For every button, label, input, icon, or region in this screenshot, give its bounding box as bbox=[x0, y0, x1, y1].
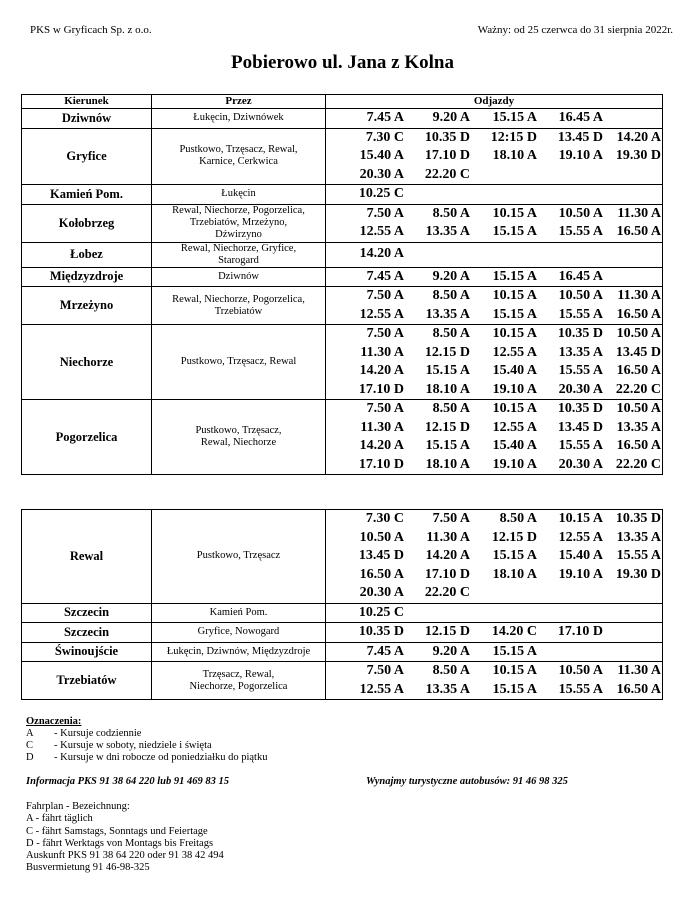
departure-time: 10.50 A bbox=[359, 529, 404, 545]
departure-time: 14.20 C bbox=[491, 624, 537, 639]
departure-time: 13.35 A bbox=[558, 344, 603, 360]
departure-time: 13.45 D bbox=[615, 344, 661, 360]
via-line: Pustkowo, Trzęsacz, bbox=[195, 425, 282, 436]
route-row bbox=[22, 623, 663, 643]
departure-time: 15.15 A bbox=[492, 643, 537, 659]
departure-time: 14.20 A bbox=[359, 363, 404, 378]
departure-time: 10.35 D bbox=[557, 326, 603, 341]
route-via bbox=[152, 400, 326, 475]
departure-time: 7.50 A bbox=[432, 511, 470, 526]
route-row bbox=[22, 642, 663, 662]
via-line: Niechorze, Pogorzelica bbox=[189, 680, 288, 692]
via-line: Starogard bbox=[218, 254, 259, 266]
route-row bbox=[22, 662, 663, 700]
departure-time: 22.20 C bbox=[615, 381, 661, 397]
departure-time: 16.45 A bbox=[558, 268, 603, 284]
departure-time: 13.45 D bbox=[557, 419, 603, 435]
departure-time: 9.20 A bbox=[432, 643, 470, 659]
departure-time: 18.10 A bbox=[492, 566, 537, 582]
route-via bbox=[152, 325, 326, 400]
validity-period: Ważny: od 25 czerwca do 31 sierpnia 2022r. bbox=[477, 24, 673, 36]
departure-time: 9.20 A bbox=[432, 110, 470, 125]
departure-time: 15.55 A bbox=[558, 363, 603, 378]
departure-time: 14.20 A bbox=[425, 548, 470, 563]
departure-time: 10.50 A bbox=[558, 205, 603, 221]
route-direction: Dziwnów bbox=[22, 109, 152, 129]
departure-time: 13.35 A bbox=[616, 419, 661, 435]
departure-time: 19.30 D bbox=[615, 566, 661, 582]
via-line: Łukęcin, Dziwnów, Międzyzdroje bbox=[166, 645, 311, 657]
via-line: Trzęsacz, Rewal, bbox=[202, 668, 275, 680]
departure-time: 7.50 A bbox=[366, 205, 404, 221]
route-via bbox=[152, 109, 326, 129]
route-direction: Świnoujście bbox=[22, 642, 152, 662]
departure-time: 13.35 A bbox=[425, 224, 470, 239]
departure-time: 18.10 A bbox=[425, 456, 470, 472]
departure-time: 7.50 A bbox=[366, 326, 404, 341]
departure-time: 17.10 D bbox=[358, 456, 404, 472]
route-row bbox=[22, 185, 663, 205]
departure-time: 7.50 A bbox=[366, 401, 404, 416]
departure-time: 19.10 A bbox=[492, 456, 537, 472]
route-departures bbox=[326, 603, 663, 623]
departure-time: 12.15 D bbox=[424, 624, 470, 639]
route-departures bbox=[326, 623, 663, 643]
route-via bbox=[152, 662, 326, 700]
route-departures bbox=[326, 242, 663, 267]
departure-time: 16.50 A bbox=[616, 224, 661, 239]
departure-time: 12.15 D bbox=[424, 419, 470, 435]
departure-time: 11.30 A bbox=[360, 344, 404, 360]
departure-time: 8.50 A bbox=[499, 511, 537, 526]
departure-time: 10.15 A bbox=[558, 511, 603, 526]
departure-time: 15.55 A bbox=[558, 681, 603, 697]
legend-item: D - Kursuje w dni robocze od poniedziałku do piątku bbox=[26, 752, 268, 763]
departure-time: 11.30 A bbox=[617, 205, 661, 221]
departure-time: 10.50 A bbox=[558, 663, 603, 678]
departure-time: 11.30 A bbox=[426, 529, 470, 545]
column-header-via: Przez bbox=[152, 95, 326, 109]
departure-time: 15.15 A bbox=[425, 363, 470, 378]
route-row bbox=[22, 109, 663, 129]
departure-time: 12.55 A bbox=[359, 306, 404, 322]
german-line: D - fährt Werktags von Montags bis Freitags bbox=[26, 837, 214, 849]
departure-time: 16.50 A bbox=[616, 438, 661, 453]
route-row bbox=[22, 204, 663, 242]
via-line: Dźwirzyno bbox=[215, 229, 262, 240]
departure-time: 12.15 D bbox=[424, 344, 470, 360]
departure-time: 15.15 A bbox=[425, 438, 470, 453]
route-direction: Gryfice bbox=[22, 128, 152, 185]
via-line: Pustkowo, Trzęsacz, Rewal, bbox=[179, 144, 298, 156]
departure-time: 10.25 C bbox=[358, 604, 404, 620]
departure-time: 7.45 A bbox=[366, 110, 404, 125]
via-line: Rewal, Niechorze bbox=[200, 437, 277, 448]
route-direction: Kołobrzeg bbox=[22, 204, 152, 242]
route-departures bbox=[326, 204, 663, 242]
departure-time: 12:15 D bbox=[490, 129, 537, 145]
column-header-direction: Kierunek bbox=[22, 95, 152, 109]
route-row bbox=[22, 242, 663, 267]
departure-time: 7.50 A bbox=[366, 288, 404, 303]
departure-time: 13.35 A bbox=[616, 529, 661, 545]
departure-time: 18.10 A bbox=[425, 381, 470, 397]
route-direction: Szczecin bbox=[22, 603, 152, 623]
departure-time: 12.55 A bbox=[359, 681, 404, 697]
departure-time: 12.55 A bbox=[492, 419, 537, 435]
departure-time: 22.20 C bbox=[424, 585, 470, 600]
bus-rental-phone: Wynajmy turystyczne autobusów: 91 46 98 325 bbox=[366, 776, 568, 787]
departure-time: 10.15 A bbox=[492, 288, 537, 303]
departure-time: 15.55 A bbox=[558, 224, 603, 239]
route-via bbox=[152, 623, 326, 643]
departure-time: 9.20 A bbox=[432, 268, 470, 284]
departure-time: 15.15 A bbox=[492, 224, 537, 239]
route-departures bbox=[326, 287, 663, 325]
departure-time: 10.15 A bbox=[492, 401, 537, 416]
via-line: Kamień Pom. bbox=[209, 606, 268, 618]
departure-time: 22.20 C bbox=[615, 456, 661, 472]
departure-time: 17.10 D bbox=[424, 148, 470, 163]
departure-time: 7.45 A bbox=[366, 643, 404, 659]
route-via bbox=[152, 128, 326, 185]
departure-time: 7.30 C bbox=[365, 129, 404, 145]
route-departures bbox=[326, 109, 663, 129]
legend-title: Oznaczenia: bbox=[26, 716, 82, 727]
route-departures bbox=[326, 325, 663, 400]
departure-time: 8.50 A bbox=[432, 288, 470, 303]
departure-time: 15.15 A bbox=[492, 306, 537, 322]
departure-time: 13.45 D bbox=[358, 548, 404, 563]
route-departures bbox=[326, 185, 663, 205]
departure-time: 13.35 A bbox=[425, 681, 470, 697]
departure-time: 11.30 A bbox=[617, 663, 661, 678]
departure-time: 20.30 A bbox=[359, 166, 404, 182]
departure-time: 19.10 A bbox=[558, 148, 603, 163]
departure-time: 11.30 A bbox=[617, 288, 661, 303]
route-row bbox=[22, 510, 663, 604]
route-row bbox=[22, 287, 663, 325]
via-line: Pustkowo, Trzęsacz, Rewal bbox=[180, 356, 297, 367]
departure-time: 15.15 A bbox=[492, 268, 537, 284]
via-line: Łukęcin bbox=[221, 188, 256, 200]
departure-time: 14.20 A bbox=[359, 246, 404, 262]
info-phone: Informacja PKS 91 38 64 220 lub 91 469 83 15 bbox=[26, 776, 230, 787]
departure-time: 11.30 A bbox=[360, 419, 404, 435]
departure-time: 16.50 A bbox=[359, 566, 404, 582]
departure-time: 14.20 A bbox=[359, 438, 404, 453]
departure-time: 13.35 A bbox=[425, 306, 470, 322]
route-via bbox=[152, 185, 326, 205]
departure-time: 10.25 C bbox=[358, 186, 404, 201]
departure-time: 17.10 D bbox=[424, 566, 470, 582]
route-departures bbox=[326, 662, 663, 700]
route-departures bbox=[326, 128, 663, 185]
route-direction: Szczecin bbox=[22, 623, 152, 643]
route-row bbox=[22, 400, 663, 475]
departure-time: 15.55 A bbox=[616, 548, 661, 563]
legend-item: C - Kursuje w soboty, niedziele i święta bbox=[26, 740, 212, 751]
timetable-secondary bbox=[21, 509, 663, 700]
departure-time: 15.15 A bbox=[492, 110, 537, 125]
company-name: PKS w Gryficach Sp. z o.o. bbox=[30, 24, 152, 36]
departure-time: 15.55 A bbox=[558, 306, 603, 322]
departure-time: 10.35 D bbox=[424, 129, 470, 145]
departure-time: 15.40 A bbox=[492, 438, 537, 453]
departure-time: 20.30 A bbox=[359, 585, 404, 600]
departure-time: 15.55 A bbox=[558, 438, 603, 453]
route-departures bbox=[326, 400, 663, 475]
route-row bbox=[22, 325, 663, 400]
departure-time: 12.55 A bbox=[558, 529, 603, 545]
departure-time: 15.15 A bbox=[492, 548, 537, 563]
departure-time: 15.40 A bbox=[359, 148, 404, 163]
departure-time: 10.35 D bbox=[358, 624, 404, 639]
route-direction: Mrzeżyno bbox=[22, 287, 152, 325]
route-row bbox=[22, 267, 663, 287]
german-line: Busvermietung 91 46-98-325 bbox=[26, 862, 150, 874]
departure-time: 10.35 D bbox=[557, 401, 603, 416]
via-line: Trzebiatów bbox=[214, 305, 263, 317]
departure-time: 8.50 A bbox=[432, 663, 470, 678]
timetable-main bbox=[21, 94, 663, 475]
departure-time: 17.10 D bbox=[557, 624, 603, 639]
departure-time: 10.15 A bbox=[492, 663, 537, 678]
route-via bbox=[152, 267, 326, 287]
departure-time: 20.30 A bbox=[558, 456, 603, 472]
route-departures bbox=[326, 267, 663, 287]
route-departures bbox=[326, 642, 663, 662]
departure-time: 8.50 A bbox=[432, 326, 470, 341]
route-departures bbox=[326, 510, 663, 604]
departure-time: 8.50 A bbox=[432, 401, 470, 416]
departure-time: 16.50 A bbox=[616, 306, 661, 322]
route-direction: Rewal bbox=[22, 510, 152, 604]
route-direction: Niechorze bbox=[22, 325, 152, 400]
departure-time: 8.50 A bbox=[432, 205, 470, 221]
departure-time: 10.50 A bbox=[616, 326, 661, 341]
german-line: C - fährt Samstags, Sonntags und Feiertage bbox=[26, 825, 208, 837]
route-direction: Międzyzdroje bbox=[22, 267, 152, 287]
departure-time: 15.40 A bbox=[558, 548, 603, 563]
departure-time: 7.45 A bbox=[366, 268, 404, 284]
via-line: Trzebiatów, Mrzeżyno, bbox=[189, 217, 288, 228]
route-via bbox=[152, 204, 326, 242]
departure-time: 7.50 A bbox=[366, 663, 404, 678]
via-line: Łukęcin, Dziwnówek bbox=[193, 112, 284, 124]
via-line: Dziwnów bbox=[218, 270, 259, 282]
route-via bbox=[152, 642, 326, 662]
route-via bbox=[152, 603, 326, 623]
via-line: Karnice, Cerkwica bbox=[199, 156, 278, 168]
departure-time: 13.45 D bbox=[557, 129, 603, 145]
departure-time: 20.30 A bbox=[558, 381, 603, 397]
departure-time: 10.35 D bbox=[615, 511, 661, 526]
departure-time: 18.10 A bbox=[492, 148, 537, 163]
via-line: Pustkowo, Trzęsacz bbox=[196, 550, 281, 562]
german-line: Auskunft PKS 91 38 64 220 oder 91 38 42 494 bbox=[26, 850, 224, 862]
departure-time: 19.10 A bbox=[492, 381, 537, 397]
departure-time: 10.15 A bbox=[492, 205, 537, 221]
legend bbox=[26, 716, 267, 764]
route-via bbox=[152, 510, 326, 604]
departure-time: 12.55 A bbox=[492, 344, 537, 360]
departure-time: 12.15 D bbox=[491, 529, 537, 545]
departure-time: 16.50 A bbox=[616, 681, 661, 697]
departure-time: 19.10 A bbox=[558, 566, 603, 582]
departure-time: 15.40 A bbox=[492, 363, 537, 378]
departure-time: 10.50 A bbox=[558, 288, 603, 303]
via-line: Rewal, Niechorze, Gryfice, bbox=[180, 242, 297, 254]
route-direction: Pogorzelica bbox=[22, 400, 152, 475]
departure-time: 16.50 A bbox=[616, 363, 661, 378]
german-line: Fahrplan - Bezeichnung: bbox=[26, 801, 130, 812]
departure-time: 12.55 A bbox=[359, 224, 404, 239]
departure-time: 15.15 A bbox=[492, 681, 537, 697]
route-row bbox=[22, 603, 663, 623]
route-via bbox=[152, 242, 326, 267]
legend-item: A - Kursuje codziennie bbox=[26, 728, 142, 739]
german-line: A - fährt täglich bbox=[26, 813, 93, 825]
via-line: Gryfice, Nowogard bbox=[197, 626, 280, 638]
route-row bbox=[22, 128, 663, 185]
column-header-departures: Odjazdy bbox=[326, 95, 663, 109]
departure-time: 17.10 D bbox=[358, 381, 404, 397]
departure-time: 10.50 A bbox=[616, 401, 661, 416]
departure-time: 22.20 C bbox=[424, 166, 470, 182]
departure-time: 19.30 D bbox=[615, 148, 661, 163]
departure-time: 7.30 C bbox=[365, 511, 404, 526]
route-direction: Łobez bbox=[22, 242, 152, 267]
departure-time: 16.45 A bbox=[558, 110, 603, 125]
route-direction: Kamień Pom. bbox=[22, 185, 152, 205]
via-line: Rewal, Niechorze, Pogorzelica, bbox=[172, 205, 305, 216]
route-direction: Trzebiatów bbox=[22, 662, 152, 700]
page-title: Pobierowo ul. Jana z Kolna bbox=[231, 52, 454, 73]
route-via bbox=[152, 287, 326, 325]
german-legend bbox=[26, 801, 224, 875]
departure-time: 10.15 A bbox=[492, 326, 537, 341]
departure-time: 14.20 A bbox=[616, 129, 661, 145]
via-line: Rewal, Niechorze, Pogorzelica, bbox=[172, 293, 305, 305]
